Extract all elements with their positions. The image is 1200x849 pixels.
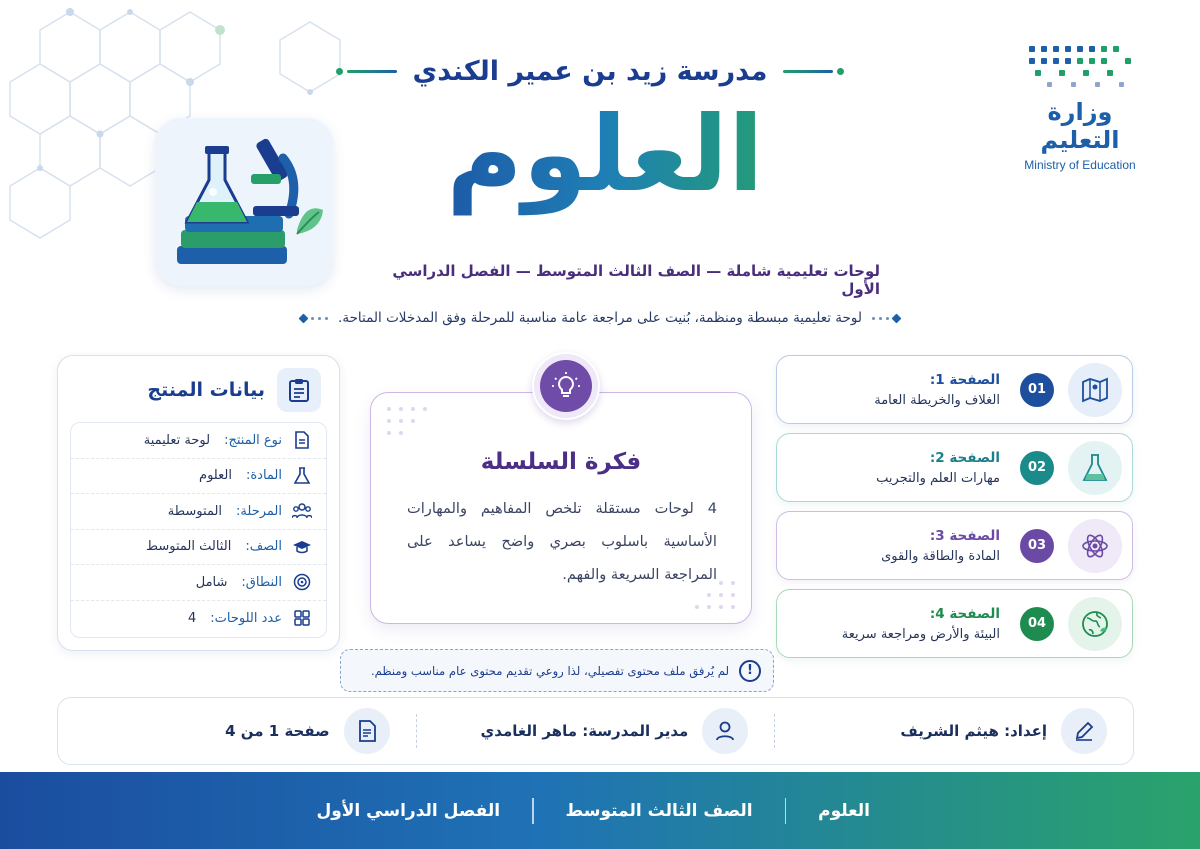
page-document-icon [344,708,390,754]
ministry-name-english: Ministry of Education [1024,158,1136,172]
globe-icon [1068,597,1122,651]
person-icon [702,708,748,754]
microscope-flask-icon [155,118,333,286]
page-title: البيئة والأرض ومراجعة سريعة [841,626,1000,642]
page-title: المادة والطاقة والقوى [881,548,1000,564]
footer-term: الفصل الدراسي الأول [316,800,501,821]
description-line [250,310,950,326]
students-icon [292,501,312,521]
school-name: مدرسة زيد بن عمير الكندي [412,56,768,87]
product-row: المادة: العلوم [71,459,326,495]
product-row: الصف: الثالث المتوسط [71,530,326,566]
page-number: 04 [1020,607,1054,641]
subtitle: لوحات تعليمية شاملة — الصف الثالث المتوسط — الفصل الدراسي الأول [392,262,880,298]
page-counter: صفحة 1 من 4 [58,708,416,754]
footer-grade: الصف الثالث المتوسط [565,800,753,821]
page-title: مهارات العلم والتجريب [876,470,1000,486]
page-number: 02 [1020,451,1054,485]
footer-band [0,772,1200,849]
school-principal: مدير المدرسة: ماهر الغامدي [417,708,775,754]
graduation-cap-icon [292,537,312,557]
subject-title: العلوم [395,92,815,217]
page-label: الصفحة 2: [929,449,1000,466]
page-label: الصفحة 1: [929,371,1000,388]
lightbulb-badge [532,352,600,420]
grid-icon [292,608,312,628]
lightbulb-icon [551,371,581,401]
beaker-icon [1068,441,1122,495]
product-rows [70,422,327,638]
page-title: الغلاف والخريطة العامة [874,392,1000,408]
series-idea-card [370,392,752,624]
product-card-title: بيانات المنتج [147,379,265,401]
atom-icon [1068,519,1122,573]
divider-right [783,68,844,75]
page-item-4[interactable] [776,589,1133,658]
ministry-logo [1010,40,1150,172]
description: لوحة تعليمية مبسطة ومنظمة، بُنيت على مراجعة عامة مناسبة للمرحلة وفق المدخلات المتاحة. [338,310,862,326]
ministry-name-arabic: وزارة التعليم [1040,98,1120,154]
divider-left [336,68,397,75]
flask-icon [292,466,312,486]
credits-bar [57,697,1134,765]
page-label: الصفحة 4: [929,605,1000,622]
product-row: نوع المنتج: لوحة تعليمية [71,423,326,459]
page-number: 03 [1020,529,1054,563]
page-item-3[interactable] [776,511,1133,580]
pencil-icon [1061,708,1107,754]
notice-text: لم يُرفق ملف محتوى تفصيلي، لذا روعي تقديم محتوى عام مناسب ومنظم. [371,663,729,678]
idea-body: 4 لوحات مستقلة تلخص المفاهيم والمهارات الأساسية باسلوب بصري واضح يساعد على المراجعة السريعة والفهم. [407,500,717,583]
product-row: عدد اللوحات: 4 [71,601,326,637]
science-illustration [155,118,333,286]
product-row: النطاق: شامل [71,565,326,601]
map-icon [1068,363,1122,417]
info-icon: ! [739,660,761,682]
school-header [370,56,810,87]
page-item-2[interactable] [776,433,1133,502]
product-card-header [76,370,321,410]
clipboard-icon [277,368,321,412]
idea-title: فكرة السلسلة [480,449,642,475]
notice-box [340,649,774,692]
target-icon [292,572,312,592]
page-item-1[interactable] [776,355,1133,424]
prepared-by: إعداد: هيثم الشريف [775,708,1133,754]
ministry-mark-icon [1021,40,1139,96]
footer-subject: العلوم [818,800,870,821]
page-number: 01 [1020,373,1054,407]
product-info-card [57,355,340,651]
product-row: المرحلة: المتوسطة [71,494,326,530]
document-icon [292,430,312,450]
page-label: الصفحة 3: [929,527,1000,544]
dot-pattern-decoration [385,405,445,441]
